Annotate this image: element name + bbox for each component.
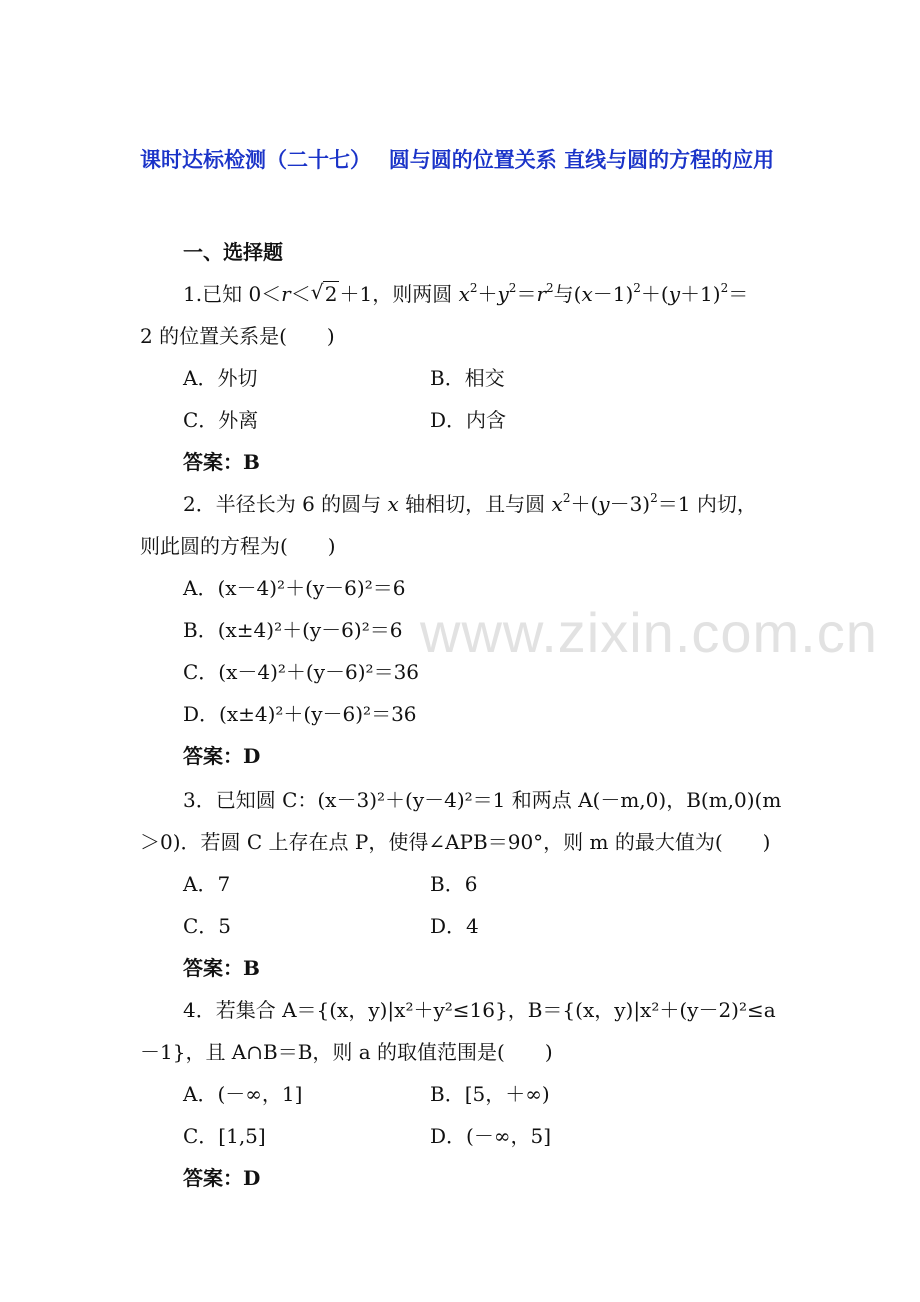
q2-option-b: B．(x±4)²＋(y－6)²＝6 [183, 618, 403, 642]
q3-option-d: D．4 [430, 914, 479, 938]
sqrt-symbol: √ 2 [311, 282, 340, 306]
q4-option-c: C．[1,5] [183, 1124, 266, 1148]
q3-option-c: C．5 [183, 914, 232, 938]
question-1-line-2: 2 的位置关系是( ) [140, 324, 335, 348]
q1-option-d: D．内含 [430, 408, 507, 432]
q1-option-a: A．外切 [183, 366, 258, 390]
q3-option-a: A．7 [183, 872, 231, 896]
watermark: www.zixin.com.cn [420, 601, 878, 664]
q4-answer: 答案：D [183, 1166, 261, 1190]
q3-option-b: B．6 [430, 872, 478, 896]
question-3-line-2: ＞0)．若圆 C 上存在点 P，使得∠APB＝90°，则 m 的最大值为( ) [140, 830, 771, 854]
question-2-line-1: 2．半径长为 6 的圆与 x 轴相切，且与圆 $x^2+(y-3)^2=1$ 内切， [183, 491, 757, 516]
page-title: 课时达标检测（二十七） 圆与圆的位置关系 直线与圆的方程的应用 [140, 147, 775, 172]
section-heading: 一、选择题 [183, 240, 283, 264]
q1-option-b: B．相交 [430, 366, 505, 390]
q4-option-d: D．(－∞，5] [430, 1124, 552, 1148]
q2-answer: 答案：D [183, 744, 261, 768]
q4-option-b: B．[5，＋∞) [430, 1082, 550, 1106]
q2-option-c: C．(x－4)²＋(y－6)²＝36 [183, 660, 420, 684]
q1-answer: 答案：B [183, 450, 260, 474]
q3-answer: 答案：B [183, 956, 260, 980]
q1-option-c: C．外离 [183, 408, 259, 432]
q4-option-a: A．(－∞，1] [183, 1082, 303, 1106]
question-4-line-2: －1}，且 A∩B＝B，则 a 的取值范围是( ) [140, 1040, 553, 1064]
question-3-line-1: 3．已知圆 C：(x－3)²＋(y－4)²＝1 和两点 A(－m,0)，B(m,0)(m [183, 788, 782, 812]
question-4-line-1: 4．若集合 A＝{(x，y)|x²＋y²≤16}，B＝{(x，y)|x²＋(y－2)²≤a [183, 998, 776, 1022]
question-1-line-1: 1.已知 0＜r＜√ 2 ＋1，则两圆 $x^2+y^2=r^2$与$(x-1)^2+(y+1)^2=$ [183, 278, 748, 307]
q2-option-d: D．(x±4)²＋(y－6)²＝36 [183, 702, 417, 726]
q2-option-a: A．(x－4)²＋(y－6)²＝6 [183, 576, 406, 600]
question-2-line-2: 则此圆的方程为( ) [140, 534, 336, 558]
